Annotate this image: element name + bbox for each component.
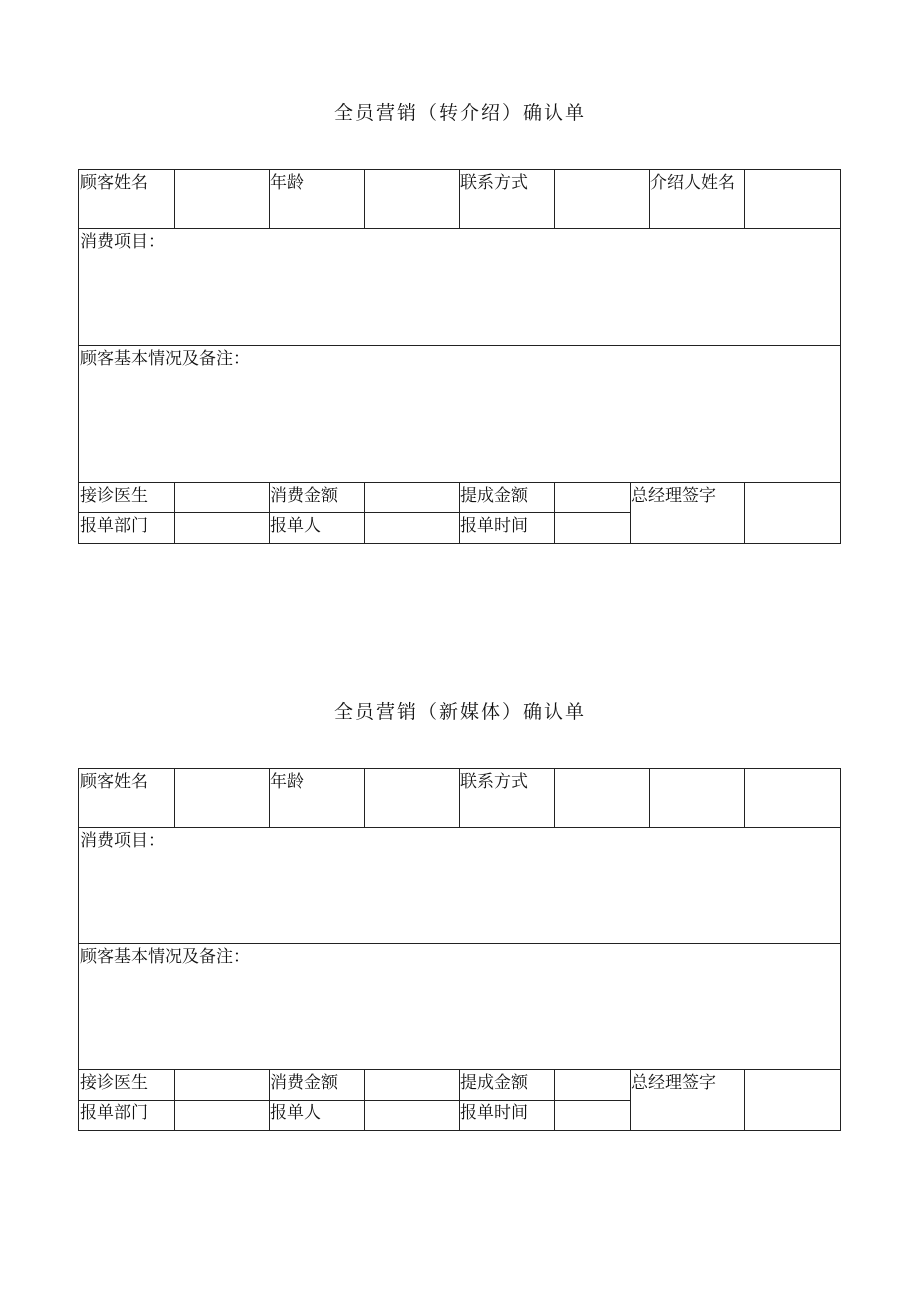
row-divider [79, 512, 630, 513]
label-age: 年龄 [270, 173, 304, 193]
label-gm-signature: 总经理签字 [631, 486, 716, 506]
label-doctor: 接诊医生 [80, 1073, 148, 1093]
label-doctor: 接诊医生 [80, 486, 148, 506]
label-report-time: 报单时间 [460, 516, 528, 536]
label-referrer-name: 介绍人姓名 [650, 173, 735, 193]
col-divider [554, 1069, 555, 1130]
col-divider [649, 769, 650, 827]
col-divider [174, 769, 175, 827]
col-divider [554, 170, 555, 228]
col-divider [364, 482, 365, 543]
label-commission: 提成金额 [460, 1073, 528, 1093]
col-divider [744, 769, 745, 827]
col-divider [744, 482, 745, 543]
row-divider [79, 1100, 630, 1101]
label-amount: 消费金额 [270, 1073, 338, 1093]
col-divider [554, 482, 555, 543]
label-department: 报单部门 [80, 516, 148, 536]
label-consumption-items: 消费项目： [80, 232, 165, 252]
label-contact: 联系方式 [460, 173, 528, 193]
label-reporter: 报单人 [270, 516, 321, 536]
label-customer-name: 顾客姓名 [80, 173, 148, 193]
row-divider [79, 228, 840, 229]
form-title-new-media: 全员营销（新媒体）确认单 [333, 701, 586, 723]
col-divider [364, 170, 365, 228]
col-divider [364, 769, 365, 827]
label-report-time: 报单时间 [460, 1103, 528, 1123]
form-title-referral: 全员营销（转介绍）确认单 [333, 102, 586, 124]
label-amount: 消费金额 [270, 486, 338, 506]
referral-confirmation-form [78, 169, 841, 544]
label-customer-notes: 顾客基本情况及备注： [80, 349, 250, 369]
new-media-confirmation-form [78, 768, 841, 1131]
label-customer-name: 顾客姓名 [80, 772, 148, 792]
label-customer-notes: 顾客基本情况及备注： [80, 947, 250, 967]
col-divider [364, 1069, 365, 1130]
label-age: 年龄 [270, 772, 304, 792]
col-divider [174, 1069, 175, 1130]
col-divider [744, 170, 745, 228]
row-divider [79, 943, 840, 944]
col-divider [554, 769, 555, 827]
col-divider [744, 1069, 745, 1130]
row-divider [79, 345, 840, 346]
label-reporter: 报单人 [270, 1103, 321, 1123]
label-gm-signature: 总经理签字 [631, 1073, 716, 1093]
label-contact: 联系方式 [460, 772, 528, 792]
col-divider [174, 170, 175, 228]
label-consumption-items: 消费项目： [80, 831, 165, 851]
row-divider [79, 827, 840, 828]
label-department: 报单部门 [80, 1103, 148, 1123]
label-commission: 提成金额 [460, 486, 528, 506]
col-divider [174, 482, 175, 543]
